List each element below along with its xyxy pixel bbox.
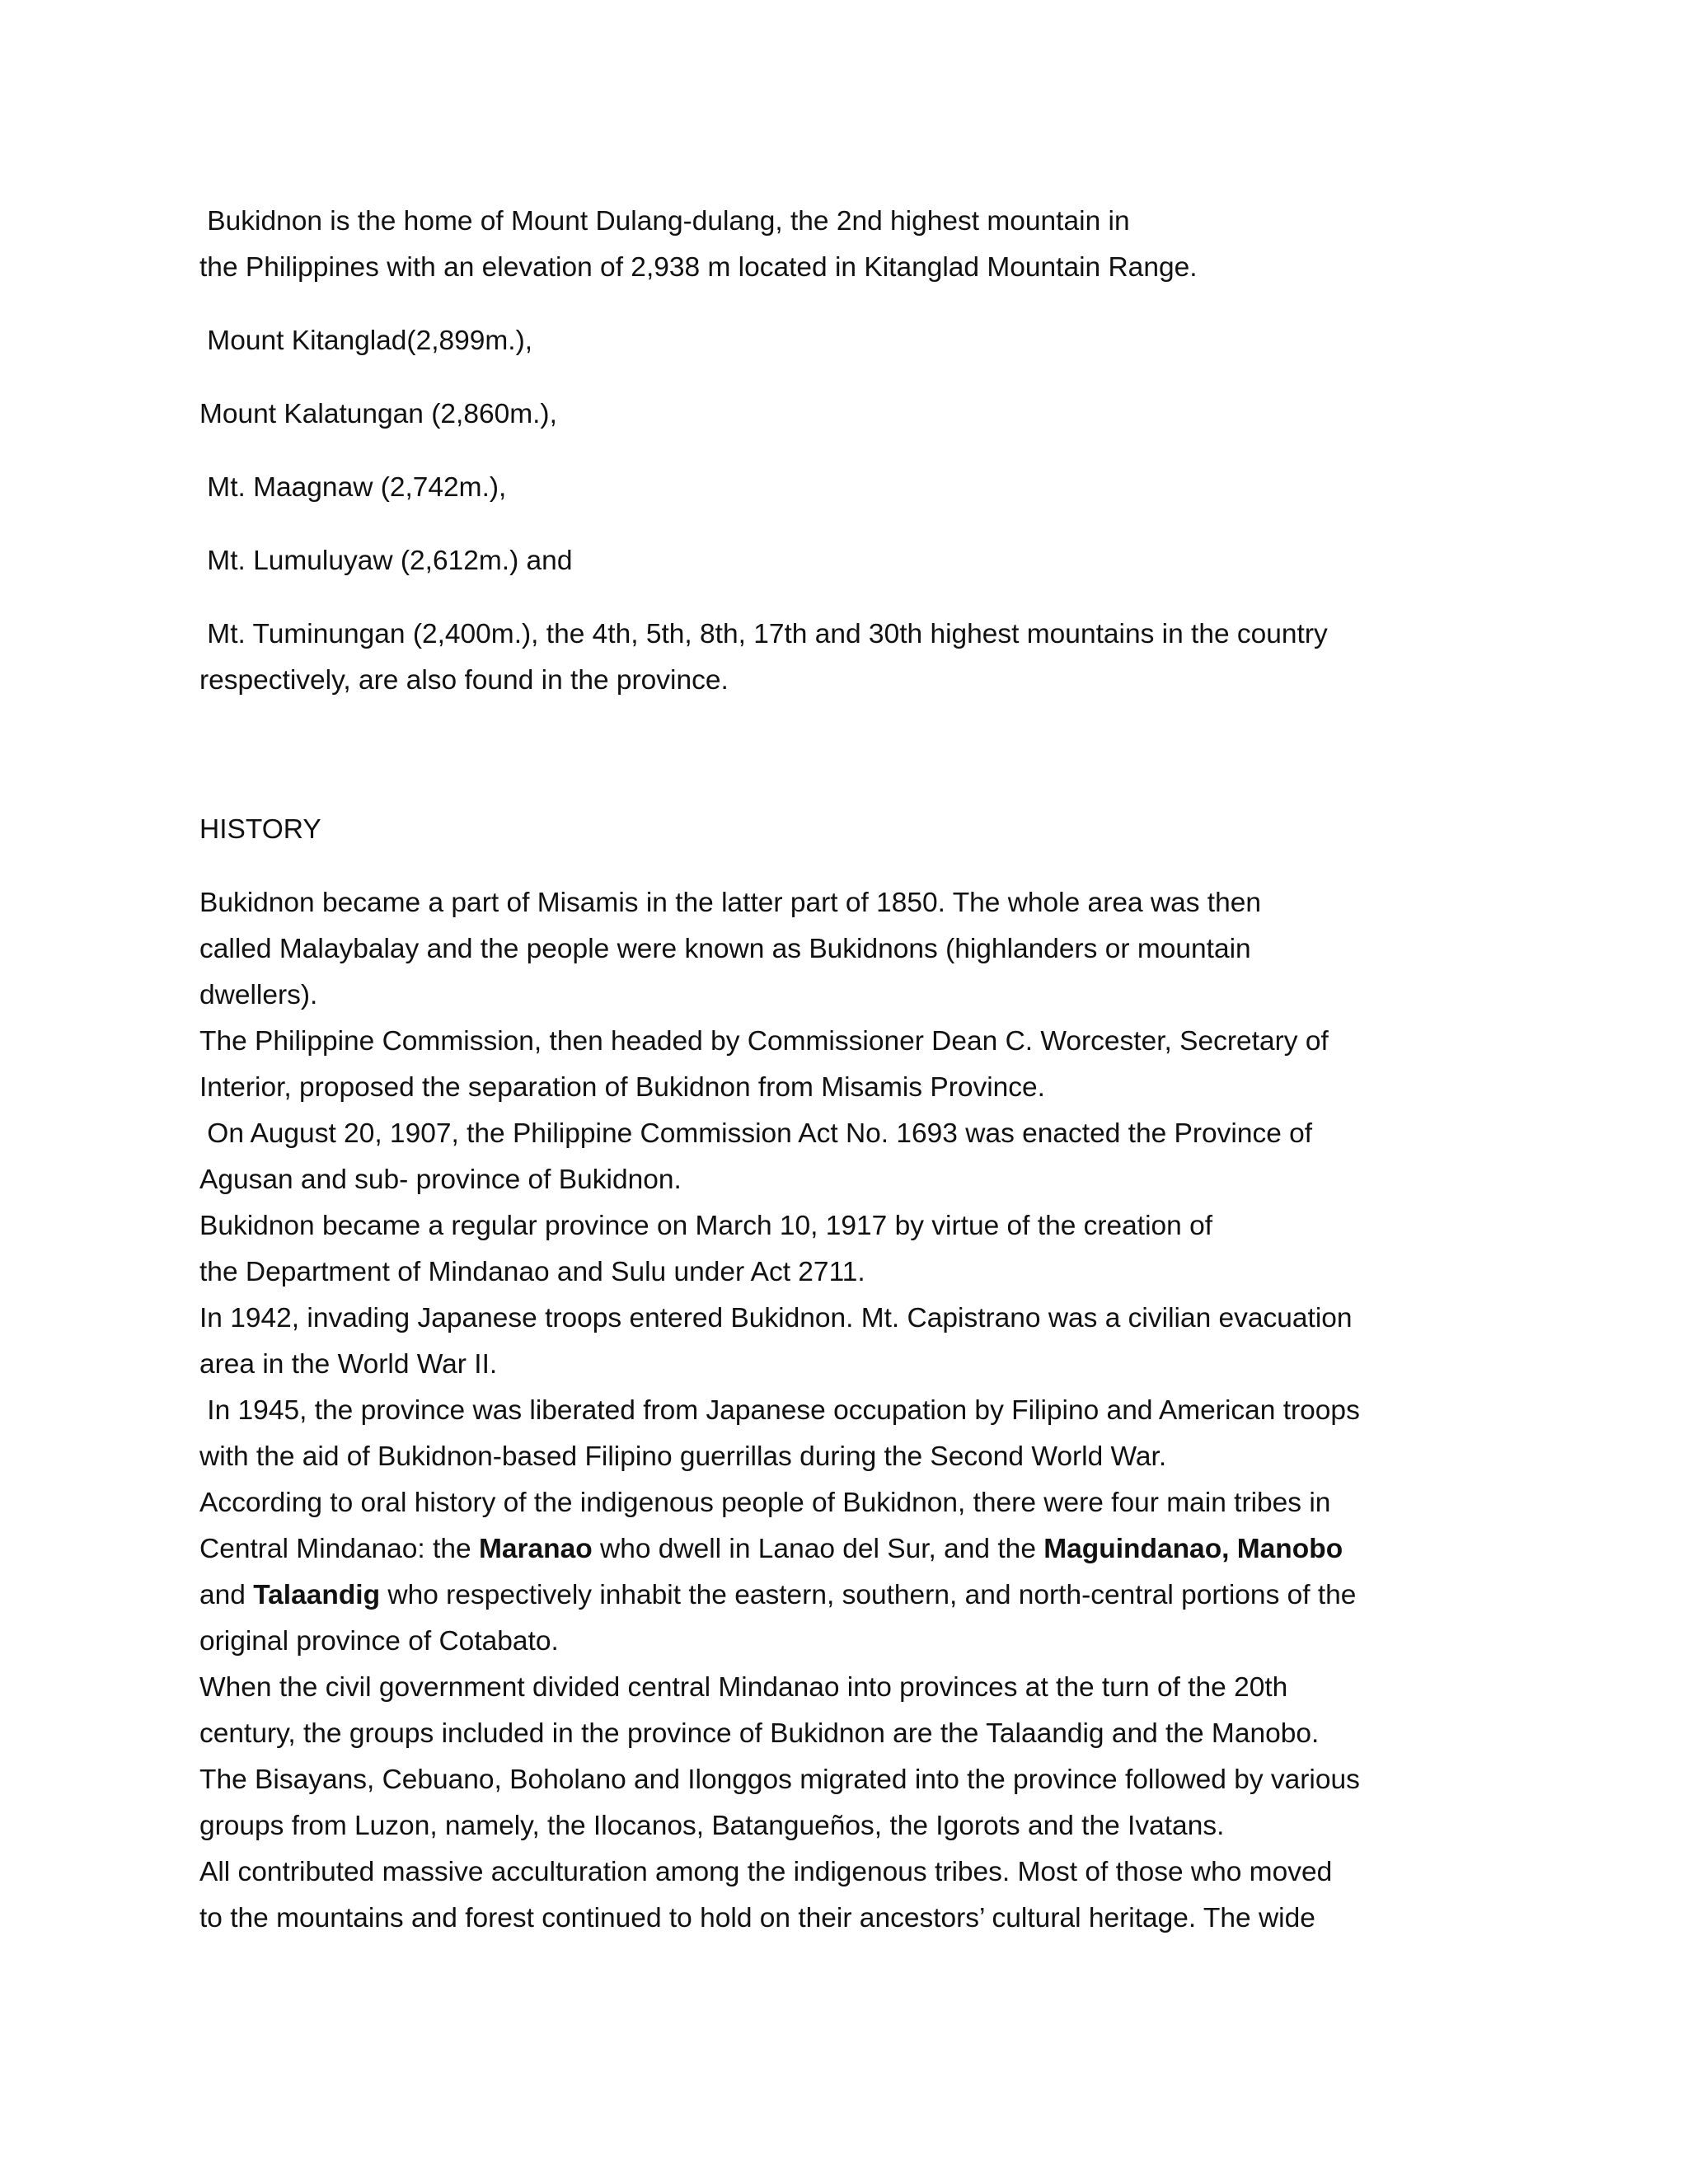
text-line: Mount Kitanglad(2,899m.), [199, 326, 533, 356]
text-line: In 1945, the province was liberated from Japanese occupation by Filipino and American troops [199, 1395, 1360, 1426]
text-line: to the mountains and forest continued to hold on their ancestors’ cultural heritage. The wide [199, 1903, 1315, 1933]
mountain-summary-paragraph [199, 612, 1518, 704]
tribe-name-bold: Maguindanao, Manobo [1043, 1534, 1343, 1564]
text-line: the Philippines with an elevation of 2,938 m located in Kitanglad Mountain Range. [199, 252, 1198, 283]
text-line: Interior, proposed the separation of Bukidnon from Misamis Province. [199, 1072, 1045, 1103]
mountain-item [199, 538, 1518, 584]
intro-paragraph [199, 199, 1518, 291]
text-line: groups from Luzon, namely, the Ilocanos, Batangueños, the Igorots and the Ivatans. [199, 1811, 1225, 1841]
text-line: respectively, are also found in the province. [199, 665, 729, 696]
text-line: Mt. Maagnaw (2,742m.), [199, 472, 507, 503]
tribe-name-bold: Talaandig [253, 1580, 381, 1610]
mountain-item [199, 391, 1518, 438]
text-line: century, the groups included in the province of Bukidnon are the Talaandig and the Manobo. [199, 1718, 1320, 1749]
text-line: According to oral history of the indigenous people of Bukidnon, there were four main tribes in [199, 1488, 1331, 1518]
text-segment: and [199, 1580, 254, 1610]
mountain-item [199, 465, 1518, 511]
text-line: The Bisayans, Cebuano, Boholano and Ilonggos migrated into the province followed by various [199, 1765, 1360, 1795]
text-line: Bukidnon became a regular province on March 10, 1917 by virtue of the creation of [199, 1211, 1213, 1241]
text-line: On August 20, 1907, the Philippine Commission Act No. 1693 was enacted the Province of [199, 1118, 1313, 1149]
text-line: The Philippine Commission, then headed by Commissioner Dean C. Worcester, Secretary of [199, 1026, 1329, 1057]
text-line: When the civil government divided central Mindanao into provinces at the turn of the 20th [199, 1672, 1288, 1703]
text-line: In 1942, invading Japanese troops entered Bukidnon. Mt. Capistrano was a civilian evacuation [199, 1303, 1353, 1333]
text-line: Bukidnon became a part of Misamis in the latter part of 1850. The whole area was then [199, 888, 1261, 918]
text-line: called Malaybalay and the people were known as Bukidnons (highlanders or mountain [199, 934, 1251, 964]
history-section [199, 807, 1518, 853]
text-line: with the aid of Bukidnon-based Filipino guerrillas during the Second World War. [199, 1441, 1167, 1472]
tribes-line [199, 1572, 1518, 1619]
text-line: dwellers). [199, 980, 318, 1010]
document-body [199, 199, 1518, 1942]
text-line: Mount Kalatungan (2,860m.), [199, 399, 557, 429]
text-segment: who dwell in Lanao del Sur, and the [592, 1534, 1044, 1564]
text-line: area in the World War II. [199, 1349, 498, 1380]
text-line: All contributed massive acculturation among the indigenous tribes. Most of those who moved [199, 1857, 1333, 1887]
text-line: Bukidnon is the home of Mount Dulang-dulang, the 2nd highest mountain in [199, 206, 1130, 237]
history-paragraph [199, 880, 1518, 1942]
text-line: Mt. Tuminungan (2,400m.), the 4th, 5th, 8th, 17th and 30th highest mountains in the country [199, 619, 1328, 649]
tribe-name-bold: Maranao [478, 1534, 593, 1564]
text-line: original province of Cotabato. [199, 1626, 559, 1657]
mountain-item [199, 318, 1518, 364]
text-line: the Department of Mindanao and Sulu under Act 2711. [199, 1257, 865, 1287]
text-line: Agusan and sub- province of Bukidnon. [199, 1165, 682, 1195]
text-segment: who respectively inhabit the eastern, southern, and north-central portions of the [380, 1580, 1357, 1610]
text-line: Mt. Lumuluyaw (2,612m.) and [199, 546, 573, 576]
tribes-line [199, 1526, 1518, 1572]
history-heading: HISTORY [199, 814, 321, 845]
text-segment: Central Mindanao: the [199, 1534, 479, 1564]
